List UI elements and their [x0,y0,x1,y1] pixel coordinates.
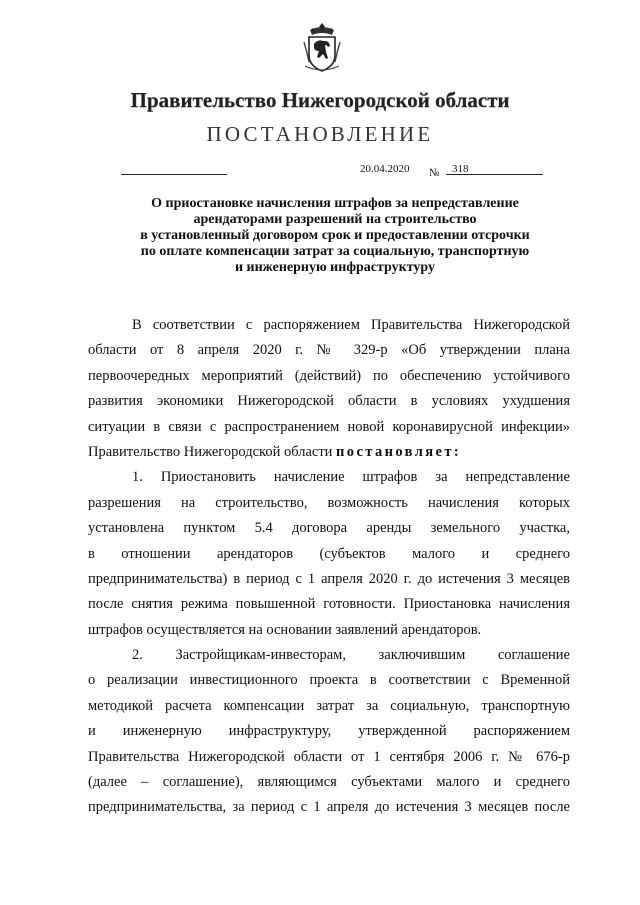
body-line: 2. Застройщикам-инвесторам, заключившим соглашение [132,647,570,664]
body-line: (далее – соглашение), являющимся субъектами малого и среднего [88,774,570,791]
body-line: предпринимательства) в период с 1 апреля 2020 г. до истечения 3 месяцев [88,570,570,587]
title-line: арендаторами разрешений на строительство [193,212,477,227]
title-line: О приостановке начисления штрафов за непредставление [151,196,519,211]
title-line: в установленный договором срок и предоставлении отсрочки [140,228,530,243]
body-line: В соответствии с распоряжением Правительства Нижегородской [132,317,570,333]
body-line: первоочередных мероприятий (действий) по обеспечению устойчивого [88,367,570,384]
document-number: 318 [452,163,469,175]
body-line: Правительства Нижегородской области от 1 сентября 2006 г. № 676-р [88,748,570,765]
body-line: о реализации инвестиционного проекта в соответствии с Временной [88,672,570,689]
body-line: ситуации в связи с распространением новой коронавирусной инфекции» [88,418,570,435]
body-line: развития экономики Нижегородской области в условиях ухудшения [88,393,570,410]
body-line: 1. Приостановить начисление штрафов за непредставление [132,469,570,486]
number-sign: № [429,167,440,179]
resolution-prefix: Правительство Нижегородской области [88,443,337,460]
body-line: методикой расчета компенсации затрат за социальную, транспортную [88,697,570,714]
title-line: по оплате компенсации затрат за социальную, транспортную [140,244,530,259]
government-name: Правительство Нижегородской области [130,88,510,112]
document-date: 20.04.2020 [360,163,410,175]
coat-of-arms-icon [301,22,343,72]
document-body [88,313,570,821]
resolution-word: постановляет: [336,443,462,460]
document-title [100,196,570,276]
body-line: разрешения на строительство, возможность начисления которых [88,494,570,511]
body-line: области от 8 апреля 2020 г. № 329-р «Об утверждении плана [88,342,570,359]
body-line: установлена пунктом 5.4 договора аренды земельного участка, [88,520,570,537]
document-type: ПОСТАНОВЛЕНИЕ [206,122,434,146]
body-line: предпринимательства, за период с 1 апреля до истечения 3 месяцев после [88,799,570,816]
body-line-resolution [88,440,570,465]
body-line: штрафов осуществляется на основании заявлений арендаторов. [88,621,482,638]
number-underline [446,174,543,175]
title-line: и инженерную инфраструктуру [234,260,436,275]
body-line: и инженерную инфраструктуру, утвержденной распоряжением [88,723,570,740]
body-line: после снятия режима повышенной готовности. Приостановка начисления [88,596,570,613]
date-underline-left [121,174,227,175]
body-line: в отношении арендаторов (субъектов малого и среднего [88,545,570,562]
